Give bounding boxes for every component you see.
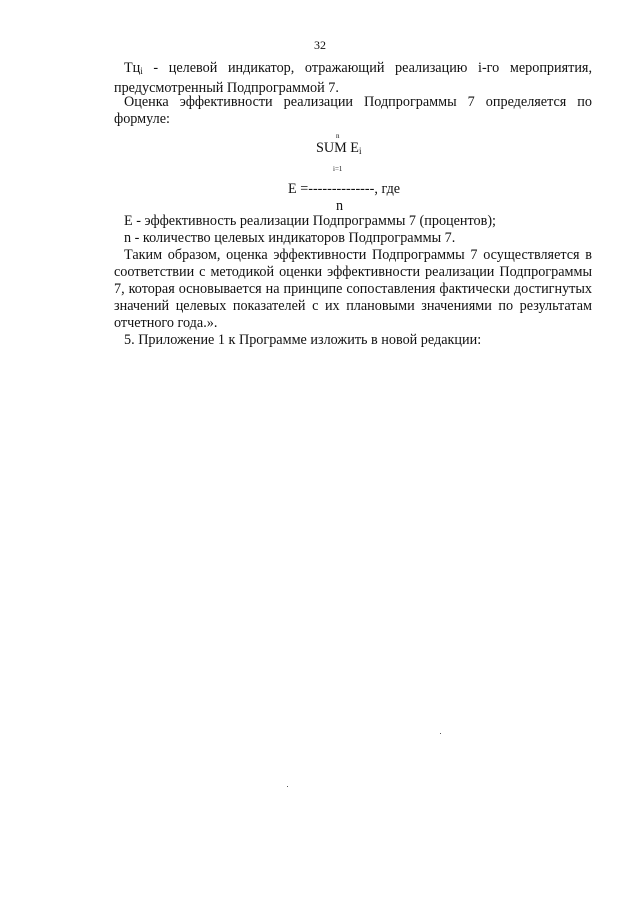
sum-expression: [316, 140, 361, 157]
scan-speck: [440, 733, 441, 734]
sum-upper-limit: n: [336, 132, 340, 140]
conclusion-paragraph: Таким образом, оценка эффективности Подпрограммы 7 осуществляется в соответствии с методикой оценки эффективности реализации Подпрограммы 7, которая основывается на принципе сопоставления фактически достигнутых значений целевых показателей с их плановыми значениями по результатам отчетного года.».: [114, 247, 592, 331]
definition-n: n - количество целевых индикаторов Подпрограммы 7.: [124, 230, 456, 246]
formula-denominator: n: [336, 198, 344, 214]
formula-intro: Оценка эффективности реализации Подпрограммы 7 определяется по формуле:: [114, 94, 592, 127]
sum-subscript: i: [358, 146, 362, 156]
amendment-item: 5. Приложение 1 к Программе изложить в новой редакции:: [124, 332, 482, 348]
sum-text: SUM E: [316, 140, 359, 156]
indicator-definition: [114, 60, 592, 97]
page-number: 32: [314, 38, 326, 52]
indicator-symbol: Тц: [124, 60, 141, 76]
indicator-definition-text: - целевой индикатор, отражающий реализацию i-го мероприятия, предусмотренный Подпрограммой 7.: [114, 60, 592, 96]
sum-lower-limit: i=1: [333, 165, 343, 173]
indicator-subscript: i: [140, 66, 143, 76]
formula-main-line: E =--------------, где: [288, 181, 401, 197]
definition-e: Е - эффективность реализации Подпрограммы 7 (процентов);: [124, 213, 496, 229]
scan-speck: [287, 786, 288, 787]
